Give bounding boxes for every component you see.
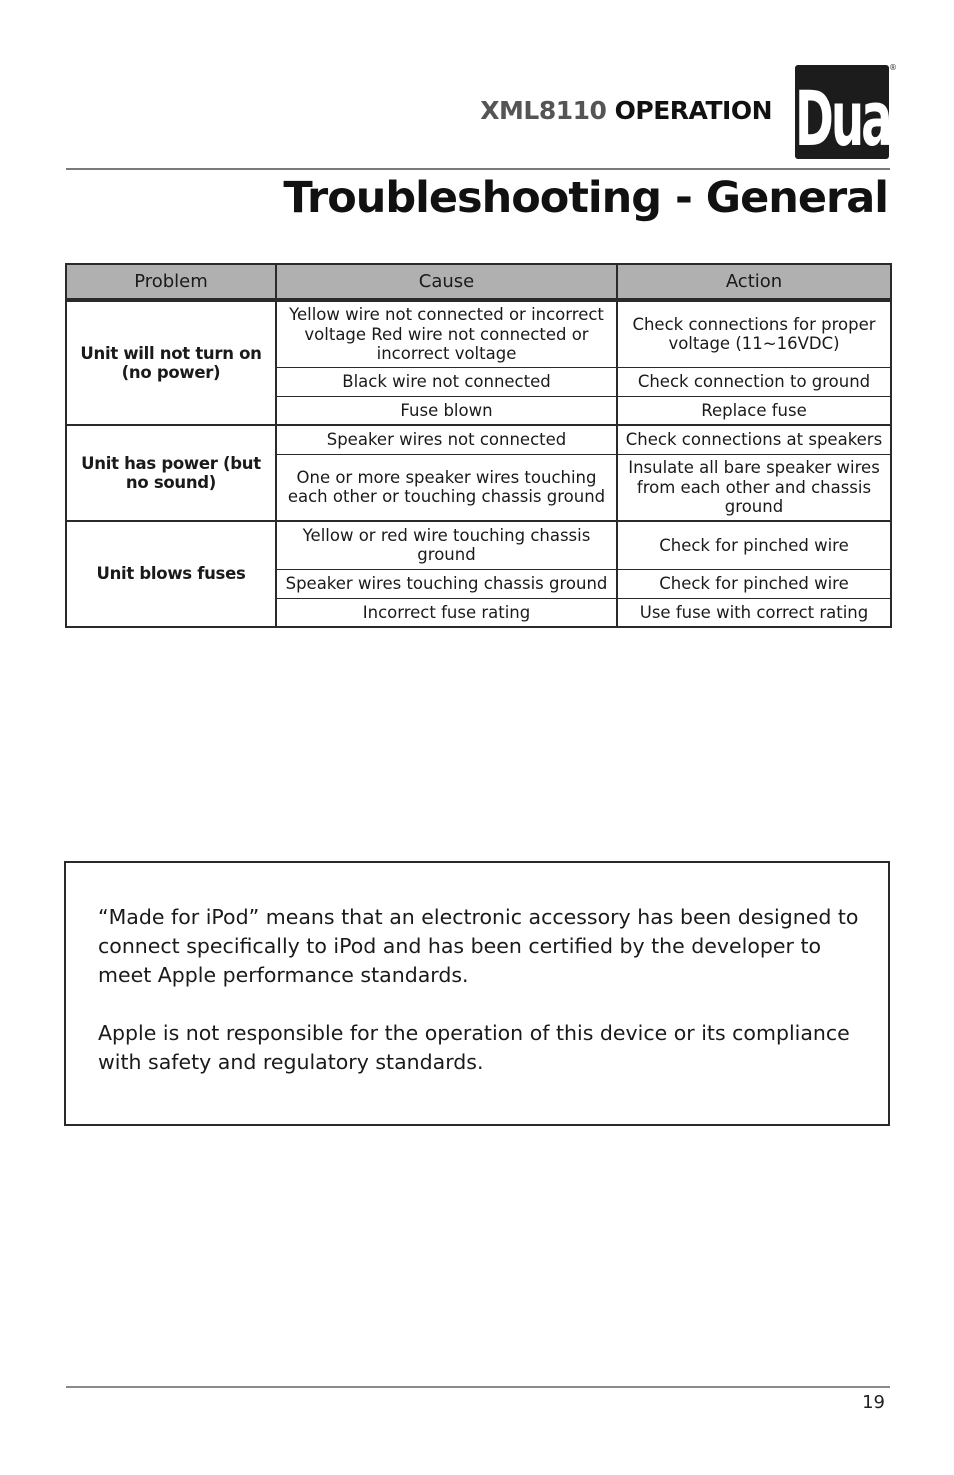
action-cell: Replace fuse [617, 396, 891, 425]
cause-cell: Black wire not connected [276, 367, 617, 396]
ipod-notice-box [64, 861, 890, 1126]
cause-cell: Speaker wires not connected [276, 425, 617, 454]
column-header-action: Action [617, 264, 891, 300]
action-cell: Check for pinched wire [617, 521, 891, 569]
header-divider [66, 168, 890, 170]
column-header-cause: Cause [276, 264, 617, 300]
registered-mark: ® [889, 63, 897, 72]
cause-cell: Fuse blown [276, 396, 617, 425]
cause-cell: Speaker wires touching chassis ground [276, 569, 617, 598]
cause-cell: Incorrect fuse rating [276, 598, 617, 627]
table-header-row [66, 264, 891, 300]
action-cell: Use fuse with correct rating [617, 598, 891, 627]
table-row [66, 425, 891, 454]
page-title: Troubleshooting - General [283, 173, 888, 223]
header-model-line [0, 96, 772, 125]
problem-cell: Unit blows fuses [66, 521, 276, 627]
notice-paragraph-apple-disclaimer: Apple is not responsible for the operation of this device or its compliance with safety and regulatory standards. [98, 1021, 850, 1074]
cause-cell: One or more speaker wires touching each other or touching chassis ground [276, 454, 617, 521]
logo-text: Dual [795, 77, 903, 164]
troubleshooting-table [65, 263, 892, 628]
action-cell: Check for pinched wire [617, 569, 891, 598]
action-cell: Insulate all bare speaker wires from each other and chassis ground [617, 454, 891, 521]
brand-logo [795, 65, 903, 164]
table-row [66, 300, 891, 367]
column-header-problem: Problem [66, 264, 276, 300]
problem-cell: Unit has power (but no sound) [66, 425, 276, 521]
cause-cell: Yellow wire not connected or incorrect voltage Red wire not connected or incorrect voltage [276, 300, 617, 367]
cause-cell: Yellow or red wire touching chassis ground [276, 521, 617, 569]
model-number: XML8110 [480, 96, 607, 125]
page-number: 19 [862, 1392, 885, 1413]
action-cell: Check connection to ground [617, 367, 891, 396]
notice-paragraph-made-for-ipod: “Made for iPod” means that an electronic accessory has been designed to connect specifically to iPod and has been certified by the developer to meet Apple performance standards. [98, 905, 859, 987]
problem-cell: Unit will not turn on (no power) [66, 300, 276, 425]
action-cell: Check connections for proper voltage (11~16VDC) [617, 300, 891, 367]
table-row [66, 521, 891, 569]
action-cell: Check connections at speakers [617, 425, 891, 454]
section-name: OPERATION [614, 96, 772, 125]
footer-divider [66, 1386, 890, 1388]
